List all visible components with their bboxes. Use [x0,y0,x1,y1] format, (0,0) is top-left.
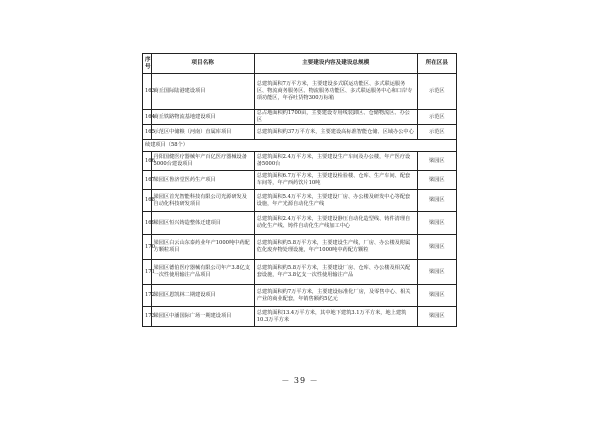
table-row [143,190,457,212]
section-label: 续建项目（58个） [143,140,457,152]
project-district: 示范区 [417,110,456,125]
header-name: 项目名称 [151,54,254,74]
section-row [143,140,457,152]
project-content: 总建筑面积2.4万平方米，主要建设生产车间及办公楼，年产医疗设备5000台 [254,152,417,171]
table-row [143,260,457,285]
header-no: 序号 [143,54,152,74]
project-content: 总建筑面积约5.8万平方米，主要建设厂房、仓库、办公楼及相关配套设施，年产3.8亿支一次性使用输注产品 [254,260,417,285]
table-row [143,285,457,307]
project-name: 丹阳国健医疗器械年产百亿医疗器械设备5000台建设项目 [151,152,254,171]
project-district: 梁园区 [417,285,456,307]
project-name: 商丘国际陆港建设项目 [151,74,254,110]
project-name: 梁园区白云山东泰药业年产1000吨中药配方颗粒项目 [151,235,254,260]
project-district: 示范区 [417,125,456,140]
project-content: 总占地面积约1700亩，主要建设专用线装卸区、仓储物流区、办公区 [254,110,417,125]
project-content: 总建筑面积6.7万平方米，主要建设检验楼、仓库、生产车间、配套车间等，年产西药饮片10吨 [254,171,417,190]
table-row [143,212,457,235]
project-table [142,53,457,327]
project-district: 梁园区 [417,171,456,190]
project-name: 梁园区中潘国际广场一期建设项目 [151,307,254,327]
table-row [143,235,457,260]
project-content: 总建筑面积约7万平方米，主要建设标准化厂房，及零售中心、相关产业的商业配套，年销售额约5亿元 [254,285,417,307]
row-number: 165 [143,125,152,140]
project-name: 梁园区恩凯林二期建设项目 [151,285,254,307]
table-row [143,307,457,327]
table-row [143,125,457,140]
project-district: 梁园区 [417,260,456,285]
project-name: 梁园区鲁济堂医药生产项目 [151,171,254,190]
row-number: 164 [143,110,152,125]
project-district: 梁园区 [417,152,456,171]
header-content: 主要建设内容及建设总规模 [254,54,417,74]
row-number: 171 [143,260,152,285]
row-number: 170 [143,235,152,260]
row-number: 163 [143,74,152,110]
project-district: 示范区 [417,74,456,110]
table-row [143,74,457,110]
project-name: 商丘铁路物流基地建设项目 [151,110,254,125]
project-district: 梁园区 [417,307,456,327]
project-name: 梁园区首光智能科技有限公司光源研发及自动化科技研发项目 [151,190,254,212]
row-number: 167 [143,171,152,190]
table-row [143,110,457,125]
project-content: 总建筑面积约37万平方米，主要建设高标准智能仓储、区域办公中心 [254,125,417,140]
table-row [143,171,457,190]
table-header-row [143,54,457,74]
project-content: 总建筑面积2.4万平方米，主要建设静压自动化造型线、铸件清理自动化生产线、铸件自动化生产线加工中心 [254,212,417,235]
project-content: 总建筑面积13.4万平方米，其中地下建筑3.1万平方米，地上建筑10.3万平方米 [254,307,417,327]
project-name: 梁园区恒兴铸造整体迁建项目 [151,212,254,235]
project-content: 总建筑面积7万平方米，主要建设多式联运功能区、多式联运服务区、物流商务服务区、物流服务功能区、多式联运服务中心和口岸专项功能区，年吞吐货物300万标箱 [254,74,417,110]
project-name: 梁园区德伯医疗器械有限公司年产3.8亿支一次性使用输注产品项目 [151,260,254,285]
project-district: 梁园区 [417,190,456,212]
project-content: 总建筑面积5.4万平方米，主要建设厂房、办公楼及研发中心等配套设施，年产光源自动化生产线 [254,190,417,212]
project-district: 梁园区 [417,212,456,235]
project-district: 梁园区 [417,235,456,260]
project-name: 示范区中储粮（河南）直属库项目 [151,125,254,140]
project-content: 总建筑面积约5.8万平方米，主要建设生产线，厂房、办公楼及附属危化废弃物处理设施，年产1000吨中药配方颗粒 [254,235,417,260]
page-number: － 39 － [281,376,319,385]
table-row [143,152,457,171]
header-district: 所在区县 [417,54,456,74]
row-number: 172 [143,285,152,307]
row-number: 173 [143,307,152,327]
row-number: 169 [143,212,152,235]
row-number: 166 [143,152,152,171]
row-number: 168 [143,190,152,212]
